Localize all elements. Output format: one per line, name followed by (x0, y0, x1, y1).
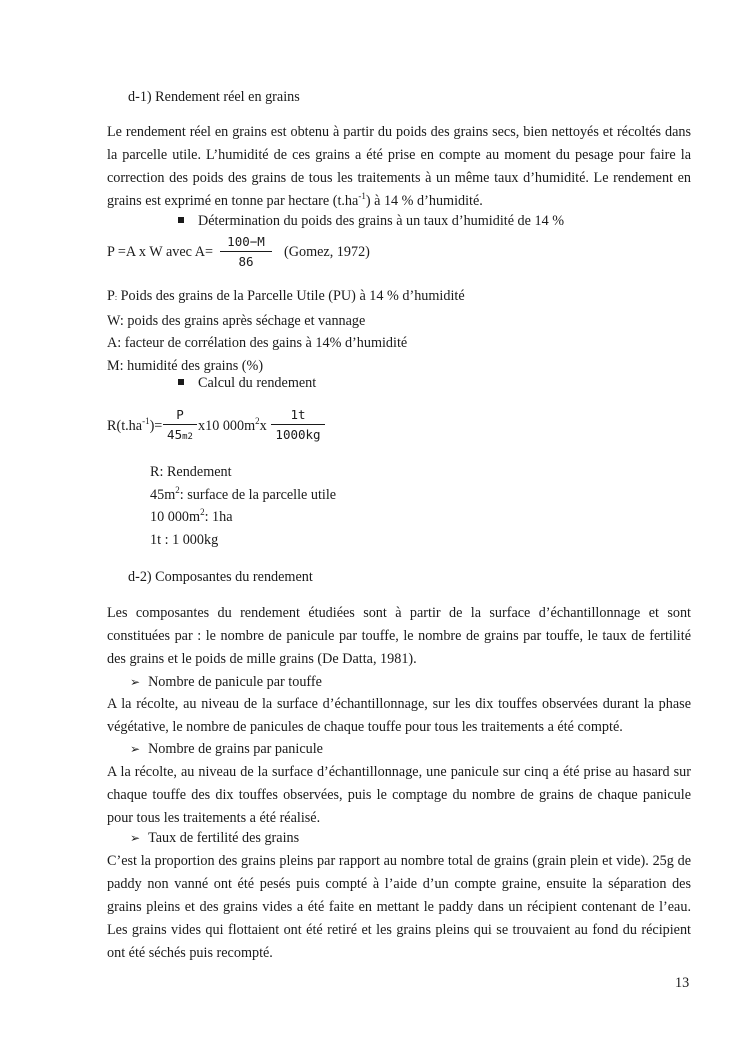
arrow-bullet-icon: ➢ (130, 742, 141, 756)
formula-rendement-mid: x10 $000m^2x$ (198, 416, 267, 434)
paragraph-fertilite: C’est la proportion des grains pleins par rapport au nombre total de grains (grain plein et vide). 25g de paddy non vanné ont été pesés puis compté à l’aide d’un compte graine, ensuite la séparation des grains pleins et des grains vides a été faite en mettant le paddy dans un récipient contenant de l’eau. Les grains vides qui flottaient ont été retiré et les grains pleins qui se trouvaient au fond du récipient ont été séchés puis recompté. (107, 853, 691, 961)
square-bullet-icon (178, 217, 184, 223)
legend-item: R: Rendement (150, 464, 232, 480)
definition-item: A: facteur de corrélation des gains à 14% d’humidité (107, 335, 408, 351)
page-number: 13 (675, 975, 690, 991)
formula-poids-left: P =A x W avec A= (107, 244, 213, 260)
legend-item: 10 $000m^2$: 1ha (150, 507, 233, 525)
arrow-item-fertilite (130, 830, 299, 847)
section-heading-d2: d-2) Composantes du rendement (128, 569, 313, 585)
fraction-p-over-area (163, 407, 197, 442)
paragraph-grains: A la récolte, au niveau de la surface d’échantillonnage, une panicule sur cinq a été prise au hasard sur chaque touffe des dix touffes observées, puis le comptage du nombre de grains de chaque panicule pour tous les traitements a été réalisé. (107, 764, 691, 826)
bullet-determination (178, 213, 564, 230)
formula-rendement-left: $R(t.ha^{-1})=$ (107, 416, 163, 434)
legend-item: 1t : 1 000kg (150, 531, 219, 548)
item-title: Taux de fertilité des grains (148, 830, 300, 846)
square-bullet-icon (178, 379, 184, 385)
arrow-item-panicule (130, 674, 322, 691)
fraction-numerator: 1t (271, 407, 325, 425)
fraction-ton-over-kg (271, 407, 325, 442)
formula-reference: (Gomez, 1972) (284, 244, 370, 260)
paragraph-text: Le rendement réel en grains est obtenu à partir du poids des grains secs, bien nettoyés et récoltés dans la parcelle utile. L’humidité de ces grains a été prise en compte au moment du pesage pour faire la correction des poids des grains de tous les traitements à un même taux d’humidité. Le rendement en grains est exprimé en tonne par hectare (t.ha (107, 124, 691, 209)
arrow-bullet-icon: ➢ (130, 831, 141, 845)
definition-item: M: humidité des grains (%) (107, 357, 264, 374)
legend-item: $45m^2$: surface de la parcelle utile (150, 484, 337, 503)
definition-item: P: Poids des grains de la Parcelle Utile (PU) à 14 % d’humidité (107, 288, 465, 304)
item-title: Nombre de panicule par touffe (148, 674, 322, 690)
paragraph-composantes: Les composantes du rendement étudiées sont à partir de la surface d’échantillonnage et sont constituées par : le nombre de panicule par touffe, le nombre de grains par touffe, le taux de fertilité des grains et le poids de mille grains (De Datta, 1981). (107, 605, 691, 667)
fraction-denominator: 86 (238, 254, 254, 269)
item-title: Nombre de grains par panicule (148, 741, 323, 757)
fraction-numerator: P (163, 407, 197, 425)
paragraph-panicule: A la récolte, au niveau de la surface d’échantillonnage, sur les dix touffes observées durant la phase végétative, le nombre de panicules de chaque touffe pour tous les traitements a été compté. (107, 696, 691, 735)
fraction-denominator: 1000kg (275, 427, 321, 442)
bullet-text: Détermination du poids des grains à un taux d’humidité de 14 % (198, 213, 565, 229)
arrow-bullet-icon: ➢ (130, 675, 141, 689)
bullet-calcul (178, 375, 316, 392)
definition-item: W: poids des grains après séchage et vannage (107, 312, 366, 329)
superscript: -1 (358, 191, 366, 201)
paragraph-text: ) à 14 % d’humidité. (365, 193, 483, 209)
paragraph-rendement-reel (107, 121, 691, 213)
fraction-numerator: 100−M (220, 234, 272, 252)
formula-legend (150, 461, 336, 551)
fraction-denominator: 45m2 (167, 427, 193, 442)
arrow-item-grains (130, 741, 323, 758)
fraction-a (220, 234, 272, 269)
definition-list (107, 285, 465, 377)
bullet-text: Calcul du rendement (198, 375, 317, 391)
section-heading-d1: d-1) Rendement réel en grains (128, 89, 300, 105)
